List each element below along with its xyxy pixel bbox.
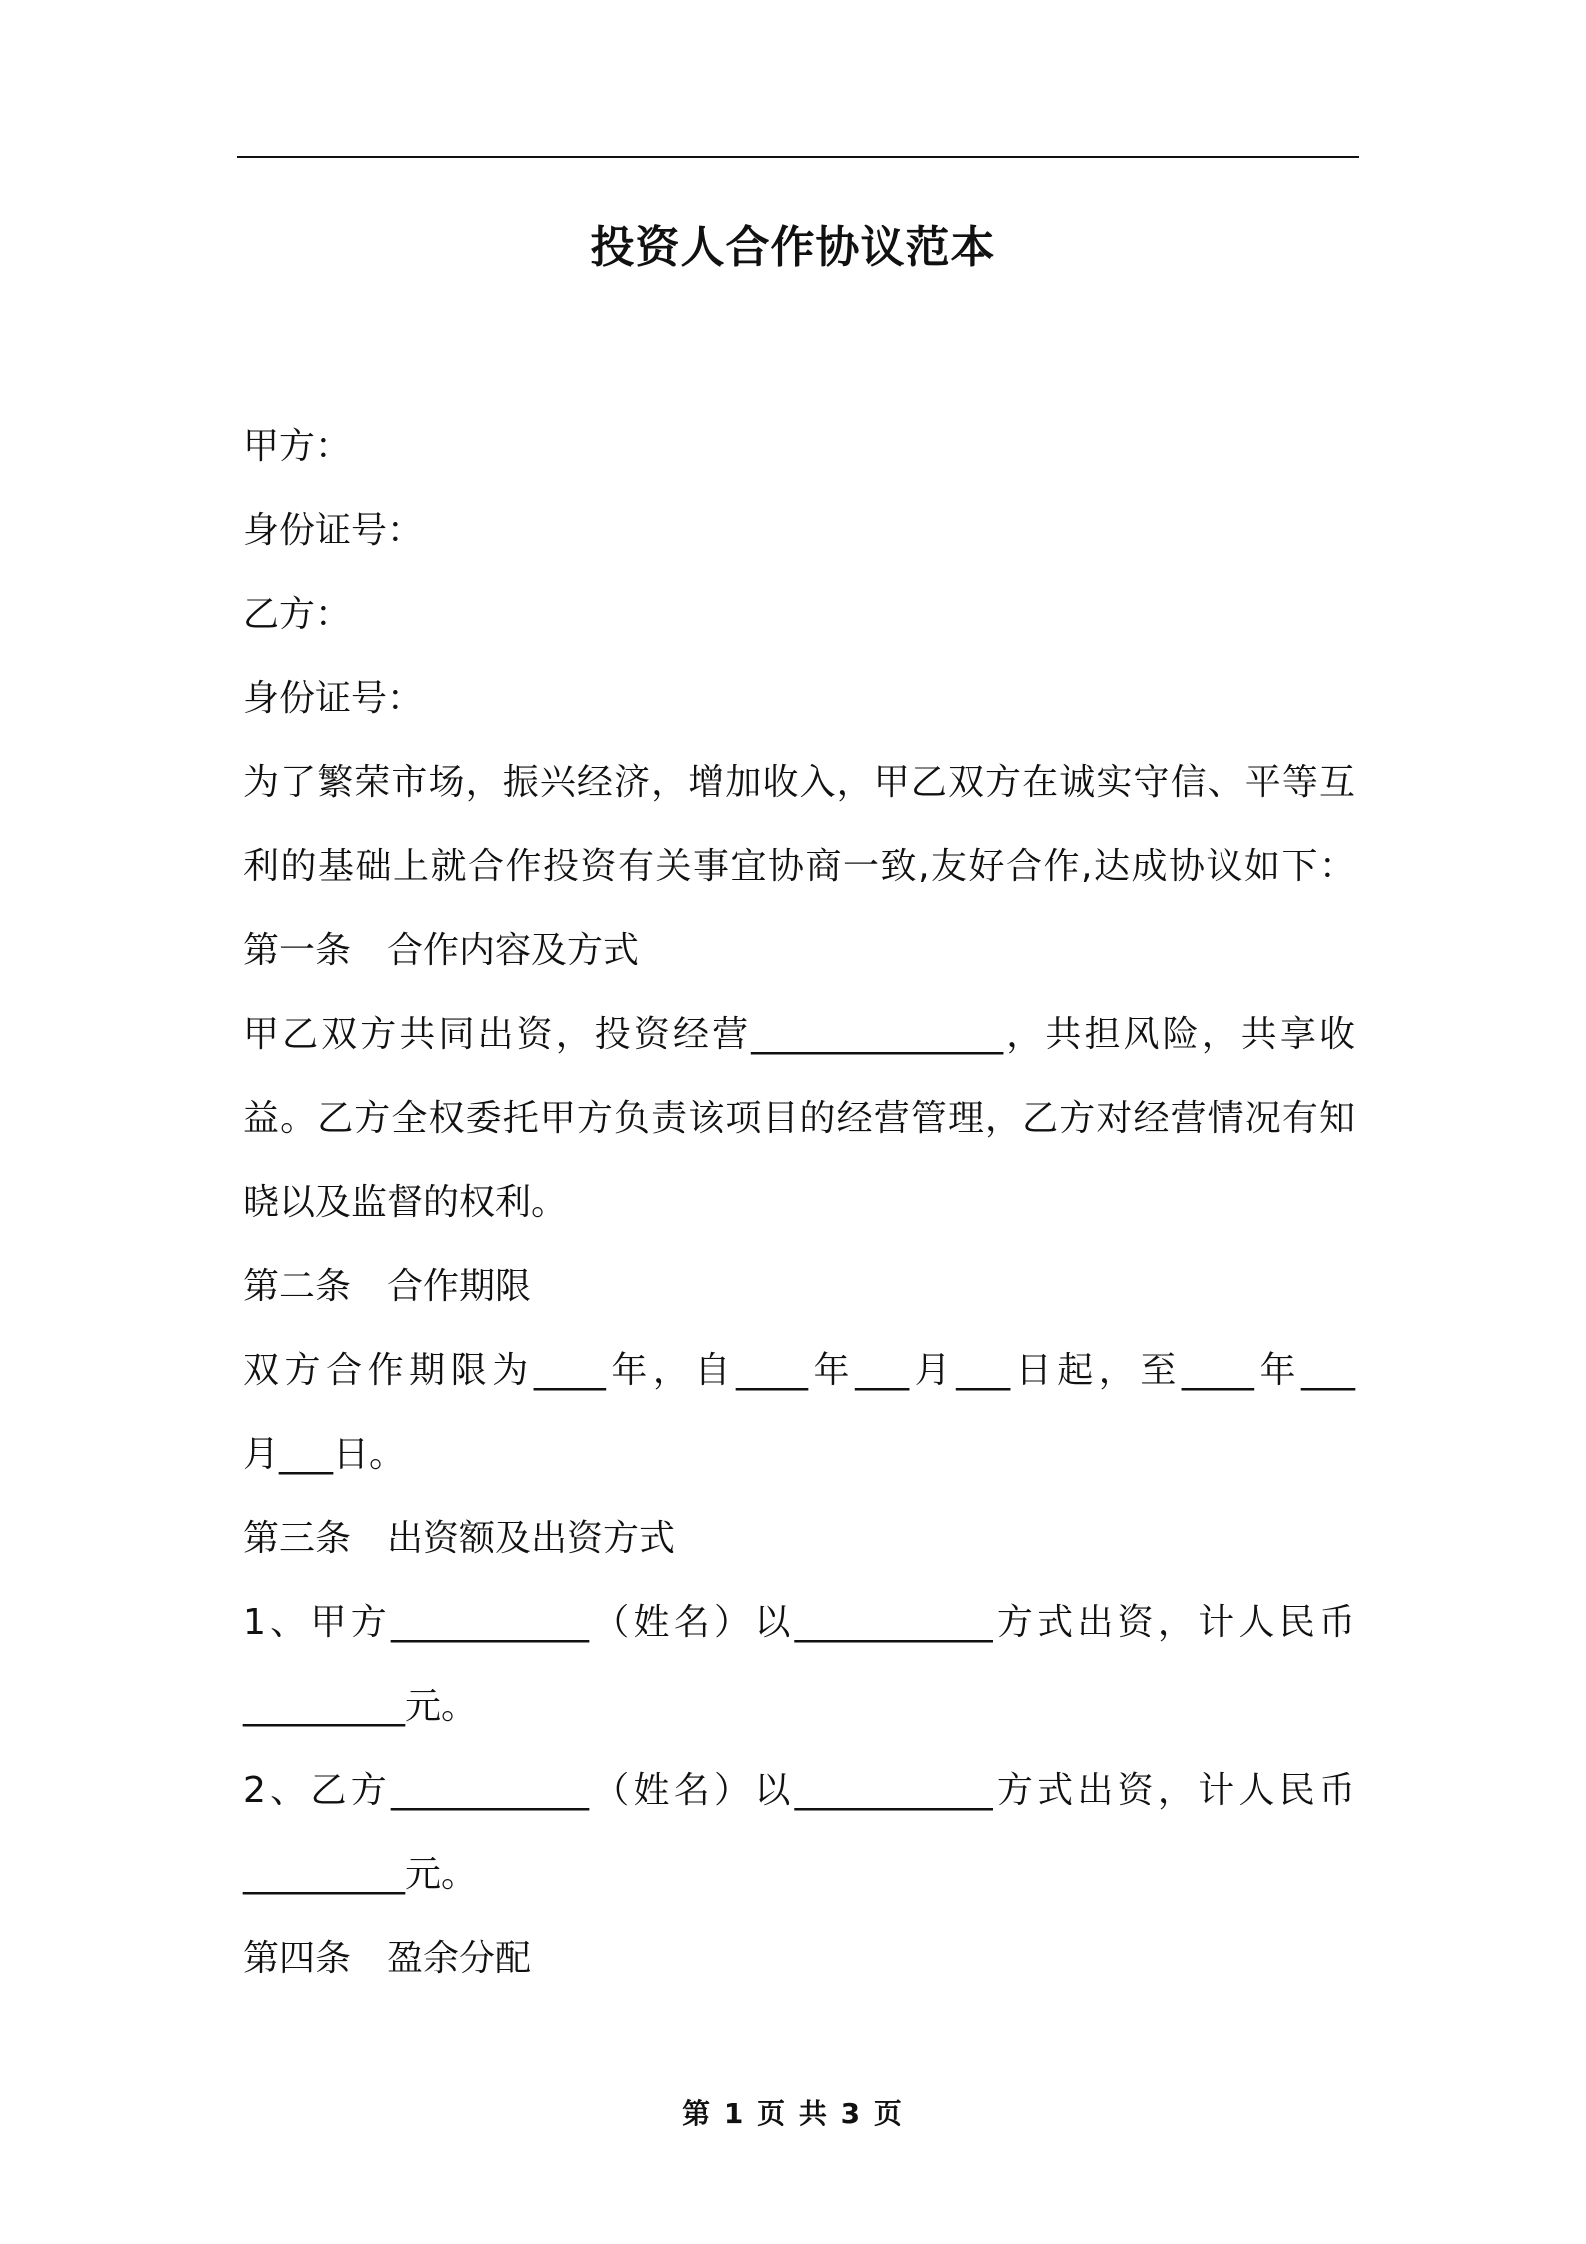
article-1-line-3: 晓以及监督的权利。 (243, 1182, 568, 1223)
article-4-number: 第四条 (243, 1938, 352, 1979)
article-3-heading (243, 1497, 1355, 1581)
article-1-number: 第一条 (243, 930, 352, 971)
article-3-item-1-line-1: 1、甲方___________（姓名）以___________方式出资，计人民币 (243, 1602, 1355, 1643)
article-2-number: 第二条 (243, 1266, 352, 1307)
article-3-item-2-line-1: 2、乙方___________（姓名）以___________方式出资，计人民币 (243, 1770, 1355, 1811)
article-2-heading (243, 1245, 1355, 1329)
article-1-title: 合作内容及方式 (387, 930, 640, 971)
party-b-line: 乙方： (243, 594, 352, 635)
article-2-title: 合作期限 (387, 1266, 532, 1307)
document-body (243, 405, 1355, 2001)
article-1-heading (243, 909, 1355, 993)
document-title: 投资人合作协议范本 (590, 222, 996, 273)
article-1-line-1: 甲乙双方共同出资，投资经营______________，共担风险，共享收 (243, 1014, 1355, 1055)
article-4-title: 盈余分配 (387, 1938, 532, 1979)
article-2-line-2: 月___日。 (243, 1434, 406, 1475)
party-a-line: 甲方： (243, 426, 352, 467)
article-3-item-2-line-2: _________元。 (243, 1854, 478, 1895)
article-3-title: 出资额及出资方式 (387, 1518, 676, 1559)
preamble-line-2: 利的基础上就合作投资有关事宜协商一致,友好合作,达成协议如下： (243, 846, 1355, 887)
article-2-line-1: 双方合作期限为____年，自____年___月___日起，至____年___ (243, 1350, 1355, 1391)
article-4-heading (243, 1917, 1355, 2001)
party-a-id-line: 身份证号： (243, 510, 424, 551)
article-1-line-2: 益。乙方全权委托甲方负责该项目的经营管理，乙方对经营情况有知 (243, 1098, 1355, 1139)
party-b-id-line: 身份证号： (243, 678, 424, 719)
page-footer: 第 1 页 共 3 页 (682, 2097, 904, 2130)
article-3-item-1-line-2: _________元。 (243, 1686, 478, 1727)
preamble-line-1: 为了繁荣市场，振兴经济，增加收入，甲乙双方在诚实守信、平等互 (243, 762, 1355, 803)
article-3-number: 第三条 (243, 1518, 352, 1559)
header-rule (237, 156, 1359, 158)
